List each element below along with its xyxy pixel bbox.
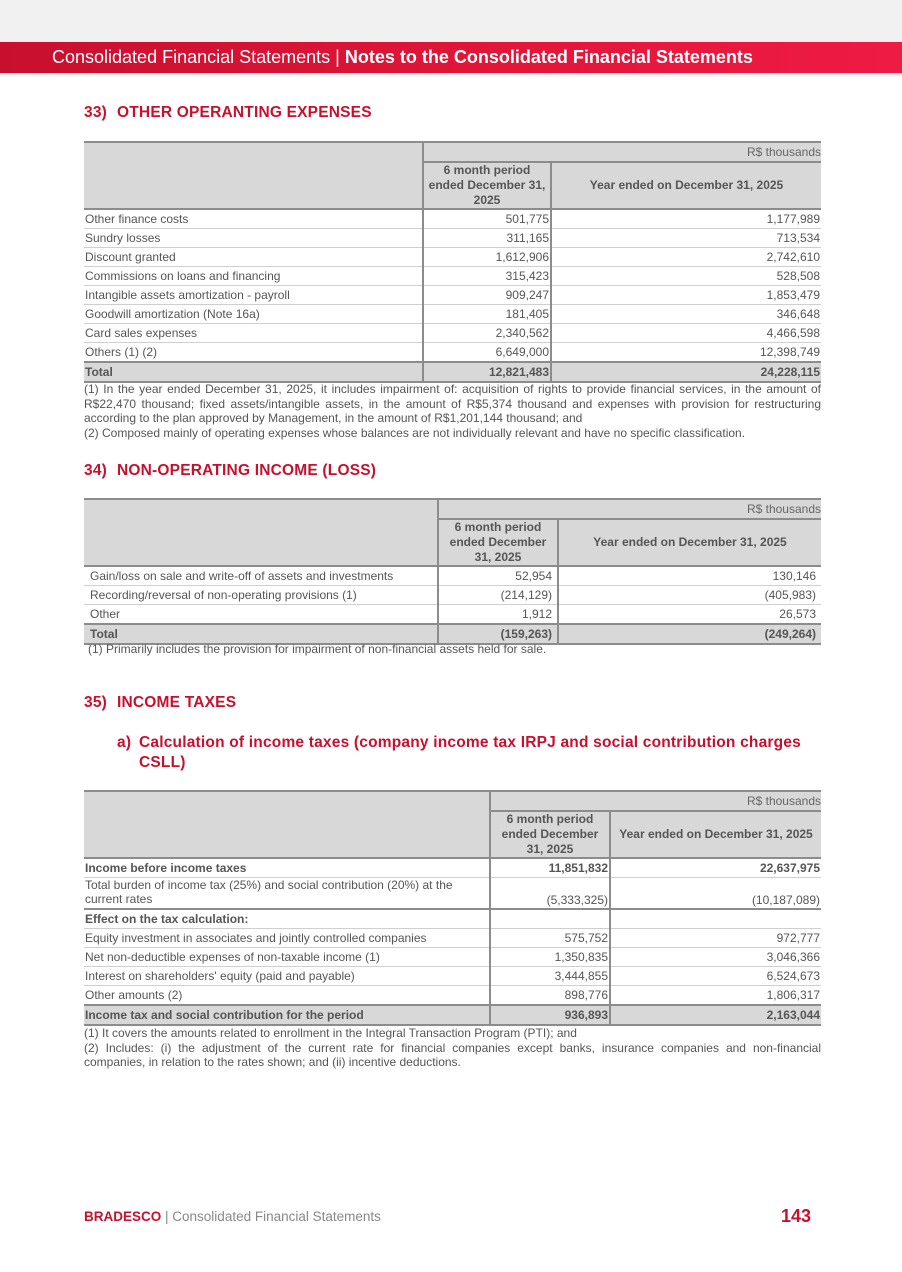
total-value-6-month: 12,821,483 [423,362,551,382]
table-row [84,878,821,910]
row-value-year: 2,742,610 [551,248,821,267]
column-header-year: Year ended on December 31, 2025 [551,162,821,209]
table-row [84,286,821,305]
footer-text: | Consolidated Financial Statements [165,1209,381,1224]
table-row [84,586,821,605]
footer-brand-name: BRADESCO [84,1209,162,1224]
table-row [84,967,821,986]
row-value-year: 1,806,317 [610,986,821,1006]
section-title: INCOME TAXES [117,694,237,711]
row-value-6-month: 1,912 [438,605,558,625]
section-title: NON-OPERATING INCOME (LOSS) [117,462,377,479]
table-total-row [84,624,821,644]
non-operating-income-table [84,498,821,645]
row-value-year: 26,573 [558,605,821,625]
table-header-row [84,499,821,519]
column-header-year: Year ended on December 31, 2025 [558,519,821,566]
footer [84,1209,381,1224]
table-total-row [84,362,821,382]
section-33-heading [84,104,372,122]
row-value-6-month: 3,444,855 [490,967,610,986]
row-value-year: 528,508 [551,267,821,286]
subsection-label: a) [117,734,132,751]
column-header-year: Year ended on December 31, 2025 [610,811,821,858]
row-label: Recording/reversal of non-operating provisions (1) [84,586,438,605]
row-label: Equity investment in associates and jointly controlled companies [84,929,490,948]
column-header-6-month: 6 month period ended December 31, 2025 [423,162,551,209]
table-row [84,324,821,343]
section-number: 33) [84,104,108,121]
row-value-6-month: 2,340,562 [423,324,551,343]
total-label: Total [84,362,423,382]
row-label: Others (1) (2) [84,343,423,363]
row-value-year: (10,187,089) [610,878,821,910]
row-label: Total burden of income tax (25%) and social contribution (20%) at the current rates [84,878,490,910]
row-value-6-month: 311,165 [423,229,551,248]
section-35-notes [84,1026,821,1070]
total-value-year: 24,228,115 [551,362,821,382]
row-value-6-month: 6,649,000 [423,343,551,363]
row-label: Effect on the tax calculation: [84,909,490,929]
total-value-year: (249,264) [558,624,821,644]
total-value-year: 2,163,044 [610,1005,821,1025]
row-value-year: 22,637,975 [610,858,821,878]
row-label: Other [84,605,438,625]
other-operating-expenses-table [84,141,821,383]
top-band [0,0,902,42]
row-label: Income before income taxes [84,858,490,878]
footnote: (1) In the year ended December 31, 2025, it includes impairment of: acquisition of rights to provide financial services, in the amount of R$22,470 thousand; fixed assets/intangible assets, in the amount of R$5,374 thousand and expenses with provision for restructuring according to the plan approved by Management, in the amount of R$1,201,144 thousand; and [84,382,821,425]
table-row [84,305,821,324]
table-row [84,229,821,248]
footnote: (2) Includes: (i) the adjustment of the current rate for financial companies except banks, insurance companies and non-financial companies, in relation to the rates shown; and (ii) incentive deductions. [84,1040,821,1069]
total-value-6-month: (159,263) [438,624,558,644]
table-row [84,605,821,625]
header-label-cell [84,142,423,209]
row-value-year: 4,466,598 [551,324,821,343]
row-label: Other amounts (2) [84,986,490,1006]
page-header-bar [0,42,902,73]
table-row [84,267,821,286]
row-label: Net non-deductible expenses of non-taxable income (1) [84,948,490,967]
row-value-year: 346,648 [551,305,821,324]
table-row [84,566,821,586]
header-shadow [0,73,902,78]
row-value-6-month [490,909,610,929]
column-header-6-month: 6 month period ended December 31, 2025 [438,519,558,566]
row-value-6-month: 52,954 [438,566,558,586]
section-33-notes [84,382,821,440]
table-row [84,248,821,267]
table-row [84,948,821,967]
row-value-year: 130,146 [558,566,821,586]
row-label: Gain/loss on sale and write-off of assets and investments [84,566,438,586]
row-value-year: 12,398,749 [551,343,821,363]
row-value-6-month: (5,333,325) [490,878,610,910]
table-header-row [84,791,821,811]
footnote: (1) It covers the amounts related to enrollment in the Integral Transaction Program (PTI); and [84,1026,577,1040]
table-total-row [84,1005,821,1025]
row-value-6-month: 575,752 [490,929,610,948]
row-value-6-month: 898,776 [490,986,610,1006]
row-value-year: (405,983) [558,586,821,605]
income-taxes-table [84,790,821,1026]
column-header-6-month: 6 month period ended December 31, 2025 [490,811,610,858]
page-number: 143 [781,1206,812,1226]
table-header-row [84,142,821,162]
section-title: OTHER OPERANTING EXPENSES [117,104,372,121]
subsection-a-heading [117,733,807,773]
row-value-6-month: 1,612,906 [423,248,551,267]
row-value-year: 972,777 [610,929,821,948]
footnote: (2) Composed mainly of operating expenses whose balances are not individually relevant and have no specific classification. [84,425,746,440]
table-row [84,209,821,229]
row-value-year [610,909,821,929]
table-row [84,929,821,948]
table-row [84,858,821,878]
row-value-year: 6,524,673 [610,967,821,986]
row-label: Goodwill amortization (Note 16a) [84,305,423,324]
row-label: Sundry losses [84,229,423,248]
total-value-6-month: 936,893 [490,1005,610,1025]
row-label: Discount granted [84,248,423,267]
row-value-year: 3,046,366 [610,948,821,967]
section-number: 35) [84,694,108,711]
total-label: Total [84,624,438,644]
row-label: Commissions on loans and financing [84,267,423,286]
row-label: Card sales expenses [84,324,423,343]
table-row [84,909,821,929]
row-label: Other finance costs [84,209,423,229]
row-value-6-month: 181,405 [423,305,551,324]
header-prefix: Consolidated Financial Statements | [52,47,340,67]
row-label: Intangible assets amortization - payroll [84,286,423,305]
unit-label: R$ thousands [490,791,821,811]
table-row [84,986,821,1006]
row-value-6-month: 1,350,835 [490,948,610,967]
row-value-6-month: 501,775 [423,209,551,229]
row-value-6-month: 315,423 [423,267,551,286]
row-value-year: 1,853,479 [551,286,821,305]
header-title: Notes to the Consolidated Financial Statements [344,47,753,67]
header-label-cell [84,791,490,858]
section-number: 34) [84,462,108,479]
footnote: (1) Primarily includes the provision for impairment of non-financial assets held for sale. [88,642,547,656]
row-value-6-month: (214,129) [438,586,558,605]
header-label-cell [84,499,438,566]
section-35-heading [84,694,236,712]
row-value-6-month: 11,851,832 [490,858,610,878]
row-value-year: 1,177,989 [551,209,821,229]
table-row [84,343,821,363]
row-value-6-month: 909,247 [423,286,551,305]
unit-label: R$ thousands [423,142,821,162]
subsection-title: Calculation of income taxes (company income tax IRPJ and social contribution charges CSLL) [139,734,801,771]
section-34-heading [84,462,376,480]
row-value-year: 713,534 [551,229,821,248]
total-label: Income tax and social contribution for the period [84,1005,490,1025]
row-label: Interest on shareholders' equity (paid and payable) [84,967,490,986]
section-34-note [84,642,825,657]
unit-label: R$ thousands [438,499,821,519]
